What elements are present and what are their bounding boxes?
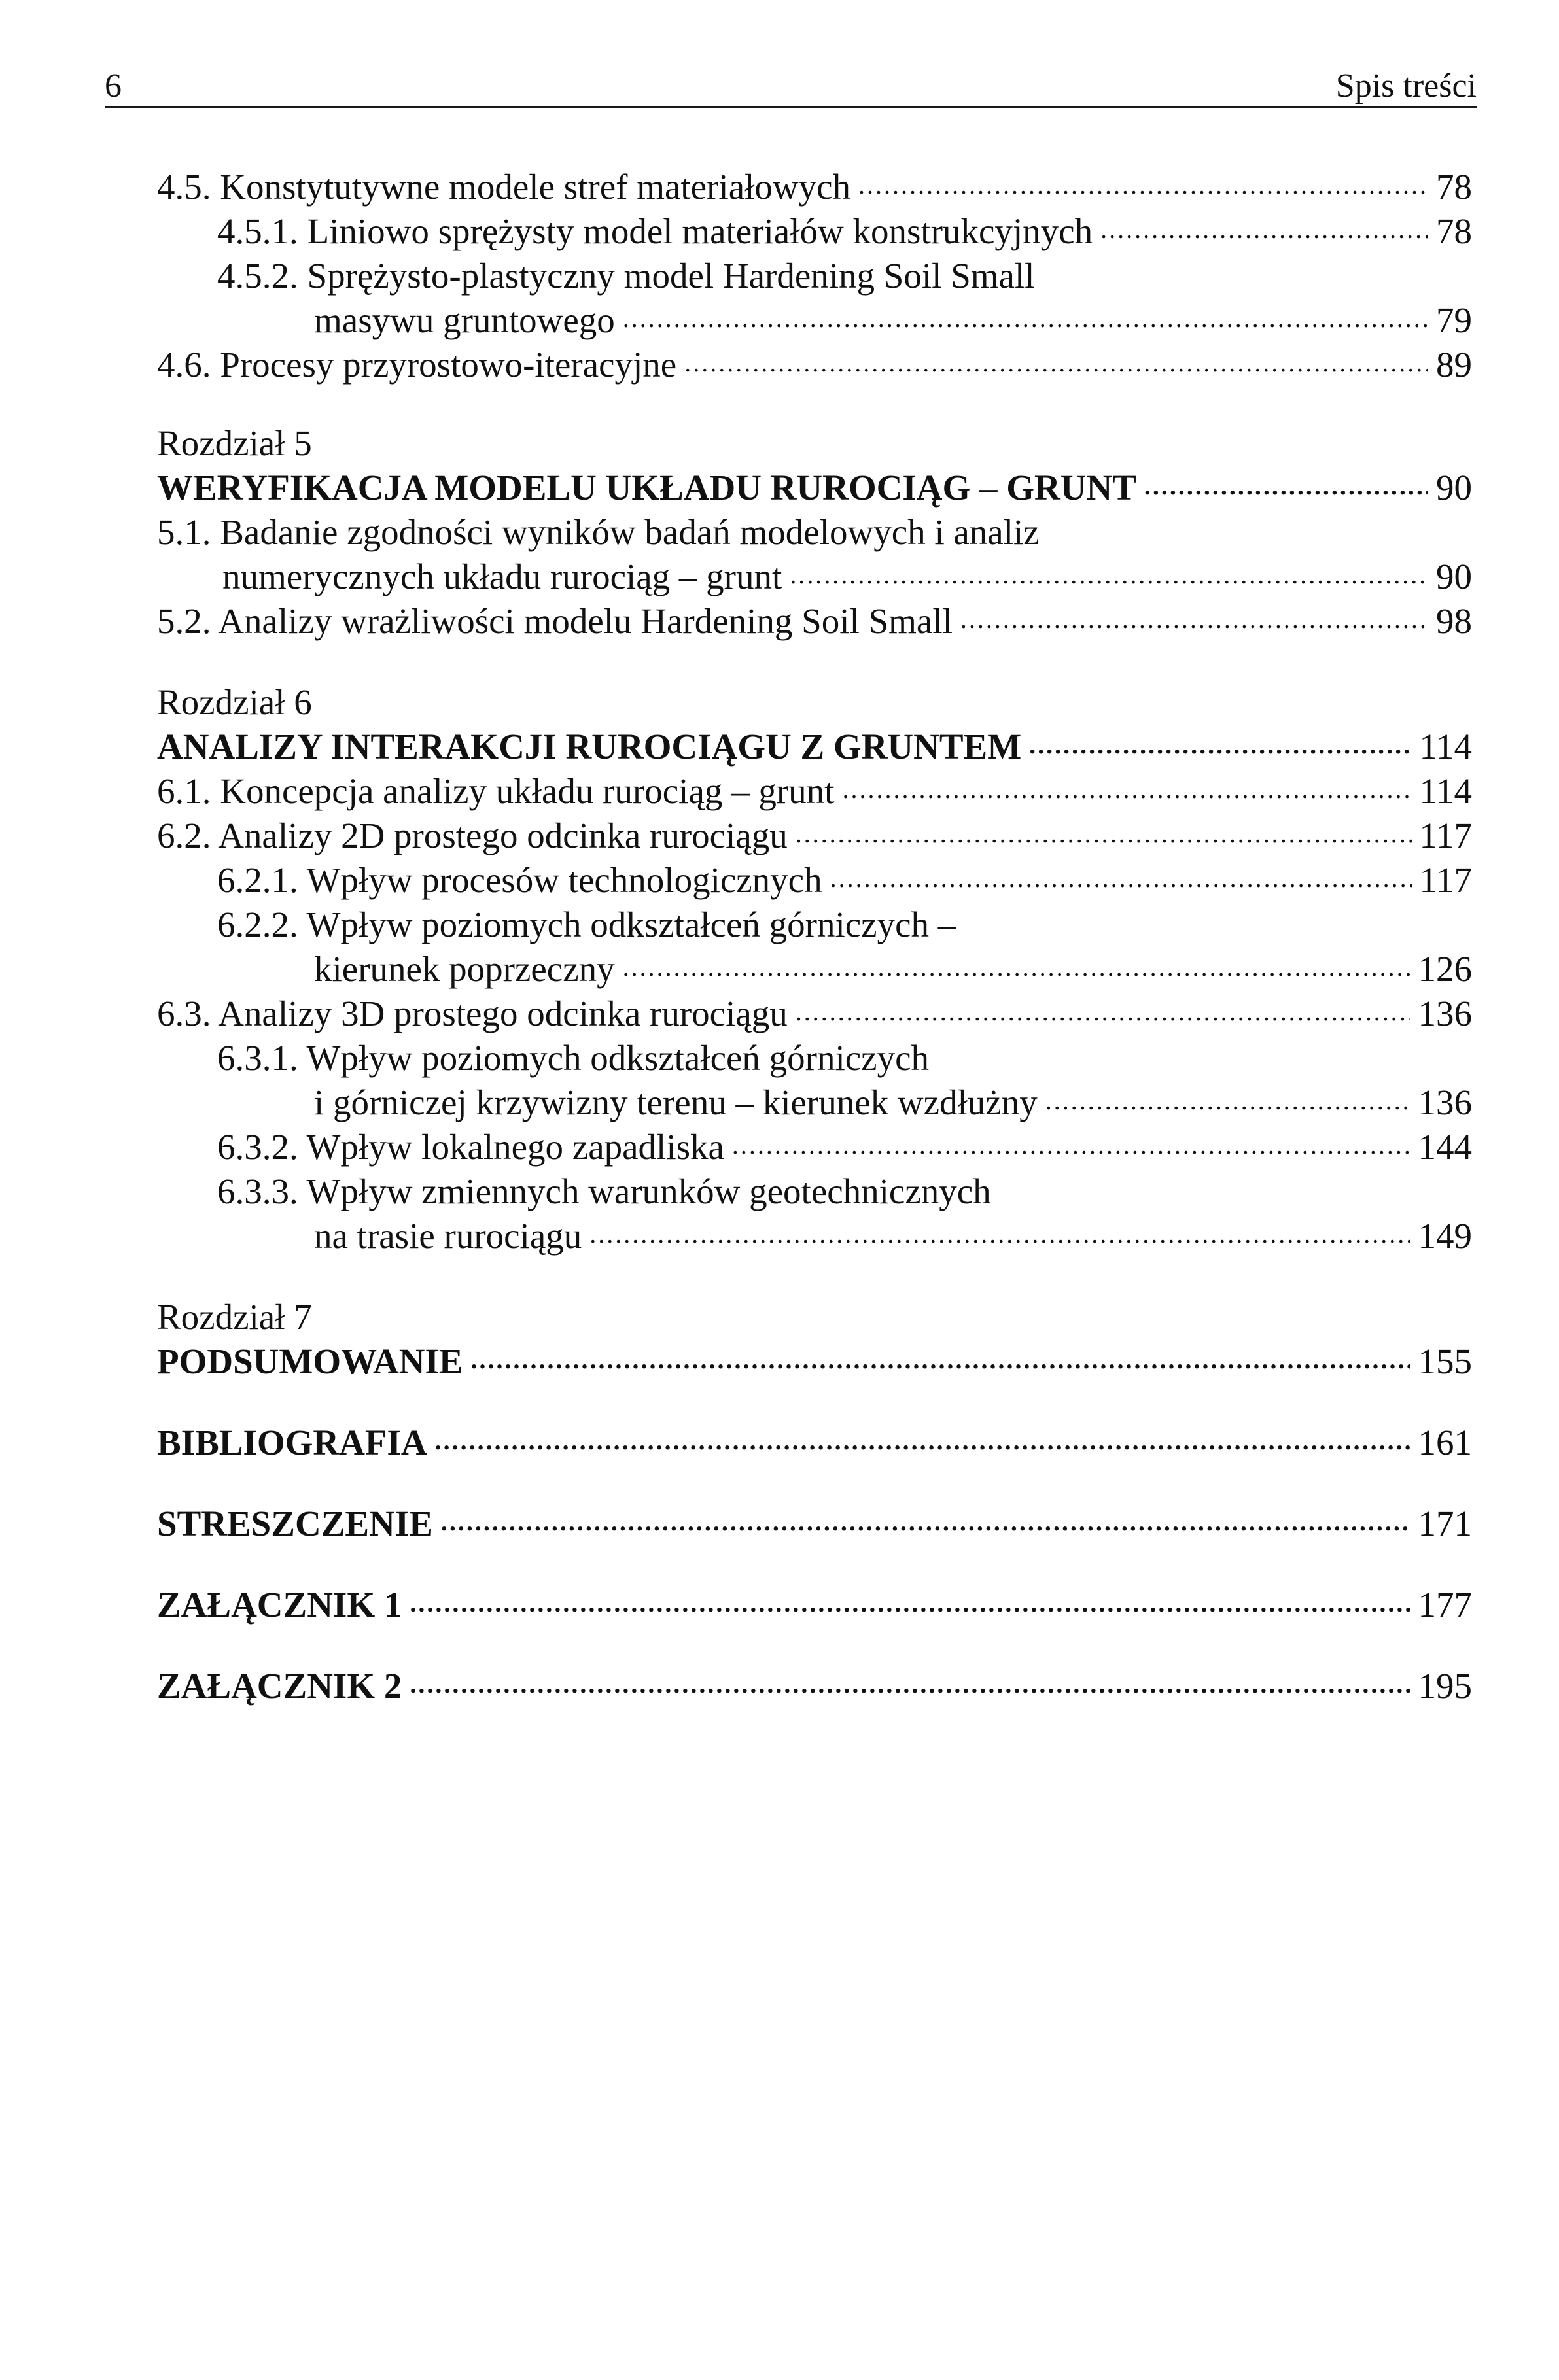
toc-entry-4-5 [157,165,1472,209]
toc-entry-page: 126 [1418,949,1472,989]
dot-leader [1100,204,1428,252]
toc-entry-label: 6.2.2. Wpływ poziomych odkształceń górniczych – [217,905,956,944]
toc-entry-label: 4.5.2. Sprężysto-plastyczny model Hardening Soil Small [217,256,1035,296]
toc-entry-page: 144 [1418,1127,1472,1167]
toc-entry-label: 6.3.2. Wpływ lokalnego zapadliska [217,1127,724,1167]
toc-appendix-1 [157,1583,1472,1627]
toc-entry-page: 171 [1418,1504,1472,1544]
dot-leader [960,594,1428,642]
toc-entry-page: 149 [1418,1216,1472,1256]
toc-entry-5-1-cont [157,555,1472,599]
toc-entry-label: 5.1. Badanie zgodności wyników badań modelowych i analiz [157,512,1040,552]
chapter-label-5 [157,421,1472,466]
toc-entry-label-cont: masywu gruntowego [314,300,615,340]
dot-leader [1144,460,1428,508]
toc-entry-6-1 [157,769,1472,814]
toc-entry-page: 98 [1436,601,1472,641]
dot-leader [441,1496,1410,1544]
toc-entry-label: 6.3. Analizy 3D prostego odcinka rurociągu [157,993,788,1033]
page-number: 6 [105,67,122,105]
toc-abstract [157,1502,1472,1546]
toc-entry-4-5-2 [157,254,1472,298]
toc-entry-label: 6.3.3. Wpływ zmiennych warunków geotechnicznych [217,1171,991,1211]
toc-appendix-2 [157,1664,1472,1708]
toc-entry-4-5-1 [157,209,1472,254]
toc-entry-label: 4.5. Konstytutywne modele stref materiałowych [157,167,851,207]
toc-entry-5-1 [157,510,1472,555]
running-title: Spis treści [1335,67,1477,105]
toc-entry-6-3-3-cont [157,1214,1472,1258]
dot-leader [732,1120,1410,1167]
dot-leader [471,1334,1410,1382]
dot-leader [796,986,1410,1034]
dot-leader [410,1659,1410,1706]
toc-entry-6-3-1 [157,1036,1472,1080]
toc-entry-6-2-1 [157,858,1472,903]
toc-entry-label-cont: kierunek poprzeczny [314,949,615,989]
section-title: BIBLIOGRAFIA [157,1423,427,1462]
dot-leader [858,160,1428,207]
toc-entry-page: 90 [1436,557,1472,596]
toc-chapter-6 [157,725,1472,769]
dot-leader [684,337,1428,385]
toc-entry-page: 79 [1436,300,1472,340]
toc-entry-page: 78 [1436,167,1472,207]
dot-leader [623,293,1428,341]
toc-entry-page: 155 [1418,1341,1472,1381]
toc-entry-label: 4.6. Procesy przyrostowo-iteracyjne [157,345,677,385]
dot-leader [410,1578,1410,1625]
toc-entry-6-2 [157,814,1472,858]
chapter-label-7 [157,1295,1472,1339]
section-title: ZAŁĄCZNIK 2 [157,1666,402,1706]
toc-entry-label-cont: numerycznych układu rurociąg – grunt [222,557,782,596]
toc-chapter-7 [157,1339,1472,1384]
toc-entry-label: 6.2. Analizy 2D prostego odcinka rurociągu [157,816,788,855]
dot-leader [790,549,1428,597]
toc-entry-label-cont: na trasie rurociągu [314,1216,582,1256]
dot-leader [435,1415,1410,1463]
toc-entry-6-2-2 [157,903,1472,947]
toc-entry-page: 78 [1436,211,1472,251]
toc-bibliography [157,1421,1472,1465]
chapter-title: WERYFIKACJA MODELU UKŁADU RUROCIĄG – GRUNT [157,468,1136,508]
toc-entry-6-3-3 [157,1169,1472,1214]
chapter-label: Rozdział 7 [157,1297,312,1337]
toc-entry-label-cont: i górniczej krzywizny terenu – kierunek wzdłużny [314,1082,1038,1122]
table-of-contents [157,165,1472,1708]
dot-leader [589,1209,1410,1256]
toc-entry-page: 136 [1418,1082,1472,1122]
toc-chapter-5 [157,466,1472,510]
toc-entry-label: 6.2.1. Wpływ procesów technologicznych [217,860,822,900]
toc-entry-page: 117 [1419,816,1472,855]
chapter-label: Rozdział 6 [157,682,312,722]
chapter-label: Rozdział 5 [157,423,312,463]
dot-leader [1045,1075,1410,1123]
toc-entry-4-6 [157,343,1472,387]
page-header [105,64,1477,108]
toc-entry-page: 89 [1436,345,1472,385]
chapter-title: PODSUMOWANIE [157,1341,463,1381]
toc-entry-page: 136 [1418,993,1472,1033]
toc-entry-5-2 [157,599,1472,644]
dot-leader [796,808,1412,856]
toc-entry-6-3 [157,992,1472,1036]
toc-entry-page: 177 [1418,1585,1472,1625]
toc-entry-page: 195 [1418,1666,1472,1706]
toc-entry-page: 117 [1419,860,1472,900]
toc-entry-6-2-2-cont [157,947,1472,992]
toc-entry-page: 114 [1419,771,1472,811]
dot-leader [830,853,1412,901]
toc-entry-label: 5.2. Analizy wrażliwości modelu Hardening Soil Small [157,601,953,641]
dot-leader [1029,719,1411,767]
toc-entry-label: 6.3.1. Wpływ poziomych odkształceń górniczych [217,1038,929,1078]
section-title: STRESZCZENIE [157,1504,433,1544]
dot-leader [842,764,1411,812]
toc-entry-page: 114 [1419,727,1472,767]
toc-entry-4-5-2-cont [157,298,1472,343]
toc-entry-label: 6.1. Koncepcja analizy układu rurociąg – grunt [157,771,835,811]
chapter-title: ANALIZY INTERAKCJI RUROCIĄGU Z GRUNTEM [157,727,1022,767]
toc-entry-page: 90 [1436,468,1472,508]
section-title: ZAŁĄCZNIK 1 [157,1585,402,1625]
toc-entry-6-3-2 [157,1125,1472,1169]
toc-entry-page: 161 [1418,1423,1472,1462]
toc-entry-label: 4.5.1. Liniowo sprężysty model materiałów konstrukcyjnych [217,211,1093,251]
toc-entry-6-3-1-cont [157,1080,1472,1125]
chapter-label-6 [157,680,1472,725]
dot-leader [623,942,1410,990]
